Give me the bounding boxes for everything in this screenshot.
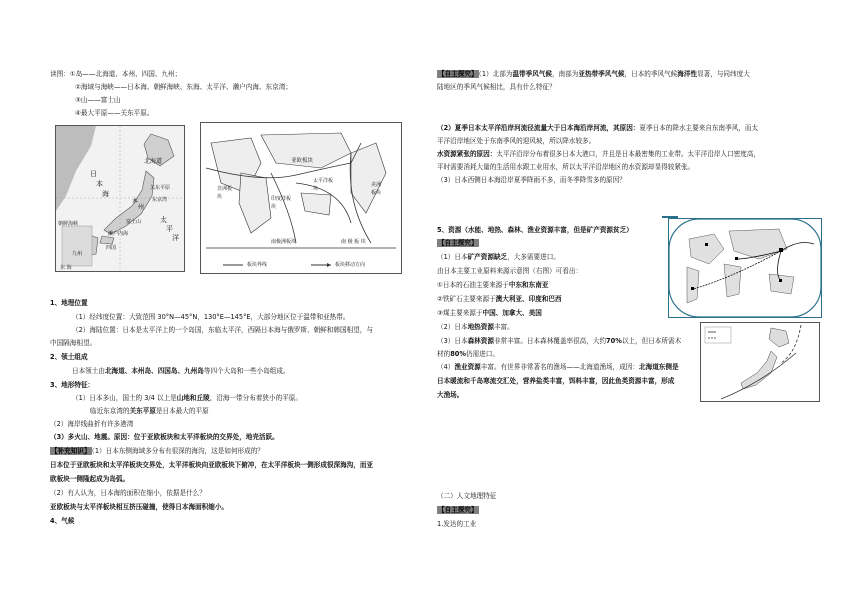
q2a: （2）夏季日本太平洋沿岸河流径流量大于日本海沿岸河流，其原因： — [437, 124, 640, 132]
r1g2: 中国、加拿大、美国 — [482, 309, 542, 317]
label-indian-plate: 印度洋板块 — [271, 196, 292, 210]
q1f: 海洋性 — [677, 70, 698, 78]
r3a: （3）日本 — [437, 337, 468, 345]
q2e: 太平洋沿岸分布着很多日本大港口，并且是日本最密集的工业带。太平洋沿岸人口密度高， — [496, 150, 761, 158]
r1f1: ②铁矿石主要来源于 — [437, 295, 496, 303]
label-sea-3: 海 — [102, 190, 109, 198]
label-sea-1: 日 — [90, 170, 97, 178]
label-sea-2: 本 — [96, 180, 103, 188]
resource-routes-map — [668, 218, 822, 318]
s2-a: 日本领土由 — [72, 367, 105, 375]
r4b: 渔业资源 — [454, 363, 481, 371]
q1g: 显著，与同纬度大 — [697, 70, 750, 78]
label-hokkaido: 北海道 — [144, 158, 163, 165]
section-2-title: 2、领土组成 — [50, 353, 88, 361]
explore-tag-1: 【自主探究】 — [438, 70, 478, 78]
r2a: （2）日本 — [437, 323, 468, 331]
label-pacific-2: 平 — [166, 225, 173, 233]
r4d: 北海道东侧是 — [639, 363, 679, 371]
label-american-plate: 美洲板块 — [371, 182, 382, 196]
r2b: 地热资源 — [467, 323, 494, 331]
s3-1a: （1）日本多山，国土的 3/4 以上是 — [72, 394, 177, 402]
r1c: ，大多需要进口。 — [507, 253, 560, 261]
climate-q2-line4: 平时需要消耗大量的生活用水跟工业用水，所以太平洋沿岸地区的水资源却显得较紧张。 — [437, 163, 695, 171]
climate-q3: （3）日本西侧日本海沿岸夏季降雨不多，而冬季降雪多的原因？ — [437, 176, 626, 184]
s3-1d: 临近东京湾的 — [90, 407, 130, 415]
r1-line2: 由日本主要工业原料来源示意图（右图）可看出： — [437, 267, 583, 275]
legend-direction: 板块移动方向 — [335, 262, 366, 268]
q1a: （1）北部为 — [478, 70, 513, 78]
r3-forest-line2 — [437, 350, 499, 358]
label-antarctic-plate-a: 南极洲板块 — [271, 239, 297, 245]
q1d: 亚热带季风气候 — [578, 70, 625, 78]
explore-tag-3: 【自主探究】 — [438, 506, 478, 514]
label-pacific-plate: 太平洋板块 — [313, 178, 334, 192]
s3-1c: ，沿海一带分布着狭小的平原。 — [209, 394, 302, 402]
intro-line-2: ②海域与海峡——日本海、朝鲜海峡、东海、太平洋、濑户内海、东京湾； — [75, 83, 292, 91]
plates-map — [200, 122, 402, 274]
label-tokyo-bay: 东京湾 — [152, 197, 168, 203]
section-5-title: 5、资源（水能、地热、森林、渔业资源丰富，但是矿产资源贫乏） — [437, 226, 633, 234]
intro-line-3: ③山——富士山 — [75, 96, 121, 104]
label-east-sea: 东 海 — [60, 265, 72, 271]
q1e: ，日本的季风气候 — [624, 70, 678, 78]
label-pacific-3: 洋 — [172, 234, 179, 242]
r1a: （1）日本 — [437, 253, 468, 261]
label-kyushu: 九州 — [72, 251, 83, 257]
r2-geothermal — [437, 323, 514, 331]
section-4-title: 4、气候 — [50, 517, 75, 525]
label-fuji: 富士山 — [126, 219, 142, 225]
s2-c: 等四个大岛和一些小岛组成。 — [203, 367, 290, 375]
supp-a1-a: 日本位于亚欧板块和太平洋板块交界处，太平洋板块向亚欧板块下俯冲，在太平洋板块一侧形成很深海沟，而亚 — [50, 461, 374, 469]
intro-line-1: 读图：①岛——北海道、本州、四国、九州； — [50, 70, 182, 78]
label-antarctic-plate-b: 南 极 板 块 — [341, 239, 366, 245]
explore-tag-2-line — [437, 239, 479, 247]
r4c: 丰富。有世界非常著名的渔场——北海道渔场，成因： — [480, 363, 640, 371]
q2d: 水资源紧张的原因： — [437, 150, 497, 158]
r1e2: 中东和东南亚 — [508, 281, 549, 289]
q1b: 温带季风气候 — [512, 70, 552, 78]
r4-fishery — [437, 363, 679, 371]
r1-iron — [437, 295, 562, 303]
r3e: 以上，但日本所需木 — [621, 337, 682, 345]
japan-map — [55, 125, 185, 272]
r1f2: 澳大利亚、印度和巴西 — [495, 295, 562, 303]
s3-3: （3）多火山、地震。原因：位于亚欧板块和太平洋板块的交界处，地壳活跃。 — [50, 433, 279, 441]
supp-a1-b: 欧板块一侧隆起成为岛弧。 — [50, 475, 130, 483]
label-kanto: 关东平原 — [150, 185, 171, 191]
japan-currents-drawing — [701, 323, 819, 401]
r1-oil — [437, 281, 548, 289]
climate-q2-line2: 平洋沿岸地区处于东南季风的迎风坡，所以降水较多。 — [437, 137, 596, 145]
s3-1b: 山地和丘陵 — [176, 394, 210, 402]
r3f: 材的 — [437, 350, 451, 358]
explore-tag-2: 【自主探究】 — [438, 239, 478, 247]
label-honshu-1: 本 — [132, 198, 139, 205]
s1-latlon: （1）经纬度位置：大致范围 30°N—45°N，130°E—145°E，大部分地区位于温带和亚热带。 — [72, 313, 350, 321]
r3d: 70% — [606, 337, 622, 345]
s3-1e: 关东平原 — [129, 407, 156, 415]
section-1-title: 1、地理位置 — [50, 299, 88, 307]
legend-boundary: 板块界线 — [247, 262, 268, 268]
supp-tag: 【补充知识】 — [51, 447, 91, 455]
r2c: 丰富。 — [493, 323, 514, 331]
r3h: 仍需进口。 — [465, 350, 499, 358]
label-african-plate: 非洲板块 — [217, 186, 233, 200]
r1b: 矿产资源缺乏 — [467, 253, 508, 261]
s1-landsea-a: （2）海陆位置：日本是太平洋上的一个岛国，东临太平洋，西隔日本海与俄罗斯、朝鲜和韩国相望，与 — [72, 326, 373, 334]
label-seto: 濑户内海 — [108, 231, 129, 237]
intro-line-4: ④最大平原——关东平原。 — [75, 109, 154, 117]
q2b: 夏季日本的降水主要来自东南季风，而太 — [639, 124, 759, 132]
r4-fishery-line2: 日本暖流和千岛寒流交汇处，营养盐类丰富，饵料丰富，因此鱼类资源丰富，形成 — [437, 377, 675, 385]
japan-currents-map — [700, 322, 820, 402]
s2-territory — [72, 367, 290, 375]
resource-routes-drawing — [669, 219, 821, 317]
human-geo-heading: （二）人文地理特征 — [437, 492, 497, 500]
industry-heading: 1.发达的工业 — [437, 520, 477, 528]
r4-fishery-line3: 大渔场。 — [437, 391, 464, 399]
s3-1f: 是日本最大的平原 — [155, 407, 209, 415]
s3-1-line2 — [90, 407, 209, 415]
r1-line1 — [437, 253, 560, 261]
q1c: ，南部为 — [552, 70, 579, 78]
label-eurasian-plate: 亚欧板块 — [291, 158, 314, 164]
supp-q1 — [50, 447, 264, 455]
r4a: （4） — [437, 363, 455, 371]
label-pacific-1: 太 — [160, 216, 167, 224]
r3g: 80% — [450, 350, 466, 358]
s2-b: 北海道、本州岛、四国岛、九州岛 — [104, 367, 204, 375]
section-3-title: 3、地形特征： — [50, 381, 95, 389]
climate-q1-line2: 陆地区的季风气候相比，具有什么特征？ — [437, 83, 556, 91]
supp-q1-text: （1）日本东侧海域多分布有很深的海沟，这是如何形成的？ — [91, 447, 264, 455]
r1g1: ③煤主要来源于 — [437, 309, 483, 317]
s3-2: （2）海岸线曲折有许多港湾 — [50, 420, 134, 428]
climate-q2 — [437, 124, 758, 132]
label-honshu-2: 州 — [138, 204, 145, 211]
s1-landsea-b: 中国隔海相望。 — [50, 339, 97, 347]
r3b: 森林资源 — [467, 337, 494, 345]
supp-a2: 亚欧板块与太平洋板块相互挤压碰撞，使得日本海面积缩小。 — [50, 503, 229, 511]
label-korea-strait: 朝鲜海峡 — [58, 221, 79, 227]
supp-q2: （2）有人认为，日本海的面积在缩小，依据是什么？ — [50, 489, 206, 497]
r1-coal — [437, 309, 542, 317]
s3-1 — [72, 394, 302, 402]
r1e1: ①日本的石油主要来源于 — [437, 281, 509, 289]
r3-forest — [437, 337, 681, 345]
explore-tag-3-line — [437, 506, 479, 514]
r3c: 非常丰富。日本森林覆盖率很高，大约 — [493, 337, 607, 345]
climate-q1 — [437, 70, 750, 78]
climate-q2-line3 — [437, 150, 760, 158]
label-shikoku: 四国 — [106, 245, 117, 251]
